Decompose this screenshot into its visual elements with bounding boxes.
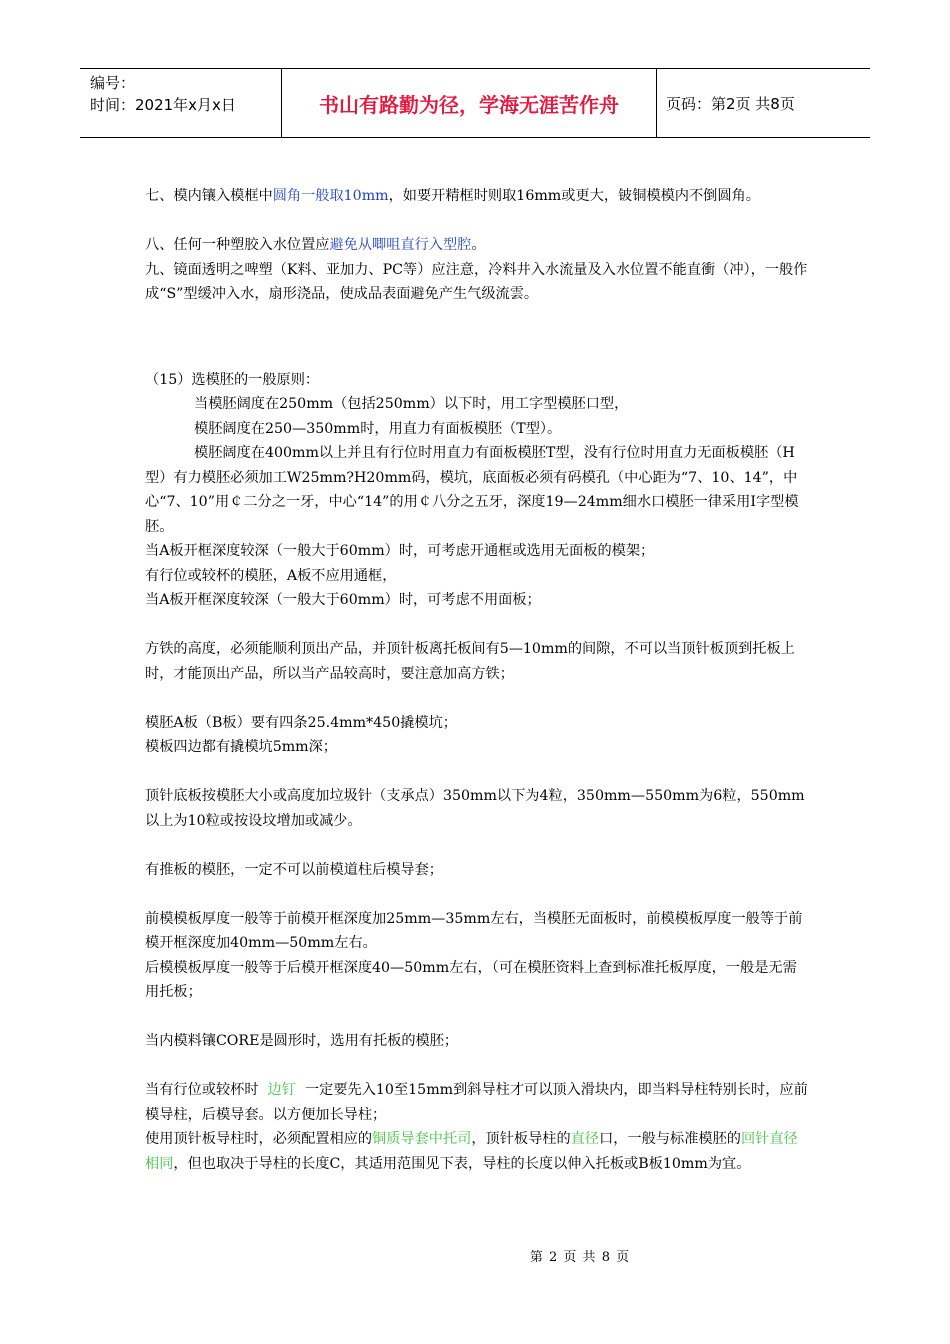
paragraph-pry-slot-1: 模胚A板（B板）要有四条25.4mm*450撬模坑； xyxy=(145,714,457,731)
text-run: 当有行位或较杯时 xyxy=(145,1082,259,1098)
document-number: 编号： xyxy=(90,74,136,92)
paragraph-rule-1: 当模胚阔度在250mm（包括250mm）以下时，用工字型模胚口型， xyxy=(194,396,629,412)
paragraph-front-plate: 前模模板厚度一般等于前模开框深度加25mm—35mm左右，当模胚无面板时，前模模板厚度一般等于前模开框深度加40mm—50mm左右。 xyxy=(145,910,803,951)
page-header xyxy=(80,68,870,138)
text-run: ，顶针板导柱的 xyxy=(471,1131,571,1147)
header-page-number: 页码：第2页 共8页 xyxy=(666,94,795,113)
highlight-blue: 圆角一般取10mm xyxy=(272,188,389,204)
paragraph-core: 当内模料镶CORE是圆形时，选用有托板的模胚； xyxy=(145,1033,459,1049)
paragraph-7 xyxy=(145,184,810,209)
text-run: 八、任何一种塑胶入水位置应 xyxy=(145,237,330,253)
page-footer: 第 2 页 共 8 页 xyxy=(529,1250,631,1265)
highlight-green: 直径 xyxy=(570,1131,600,1147)
highlight-blue: 避免从唧咀直行入型腔 xyxy=(329,237,472,253)
text-run: 。 xyxy=(471,237,486,253)
document-body xyxy=(145,184,810,1176)
highlight-green: 边钉 xyxy=(267,1082,296,1098)
paragraph-ejector-guide xyxy=(145,1127,810,1176)
text-run: 一定要先入10至15mm到斜导柱才可以顶入滑块内，即当料导柱特别长时，应前模导柱，后模导套。以方便加长导柱； xyxy=(145,1082,808,1123)
paragraph-stripper-plate: 有推板的模胚，一定不可以前模道柱后模导套； xyxy=(145,861,443,878)
header-meta xyxy=(80,69,282,137)
text-run: 七、模内镶入模框中 xyxy=(145,188,273,204)
header-motto: 书山有路勤为径，学海无涯苦作舟 xyxy=(282,69,657,137)
paragraph-pry-slot-2: 模板四边都有撬模坑5mm深； xyxy=(145,739,337,755)
section-heading-15: （15）选模胚的一般原则： xyxy=(145,371,320,388)
paragraph-spacer-block: 方铁的高度，必须能顺利顶出产品，并顶针板离托板间有5—10mm的间隙，不可以当顶针板顶到托板上时，才能顶出产品，所以当产品较高时，要注意加高方铁； xyxy=(145,641,795,682)
text-run: 模胚阔度在400mm以上并且有行位时用直力有面板模胚T型，没有行位时用直力无面板模胚（H型）有力模胚必须加工W25mm?H20mm码，模坑，底面板必须有码模孔（中心距为“7、10、14”，中心“7、10”用￠二分之一牙，中心“14”的用￠八分之五牙，深度19—24mm细水口模胚一律采用I字型模胚。 xyxy=(145,445,799,535)
text-run: ，如要开精框时则取16mm或更大，铍铜模模内不倒圆角。 xyxy=(388,188,760,204)
paragraph-back-plate: 后模模板厚度一般等于后模开框深度40—50mm左右，（可在模胚资料上查到标准托板厚度，一般是无需用托板； xyxy=(145,959,797,1000)
paragraph-9: 九、镜面透明之啤塑（K料、亚加力、PC等）应注意，冷料井入水流量及入水位置不能直衝（冲），一般作成“S”型缓冲入水，扇形浇品，使成品表面避免产生气级流雲。 xyxy=(145,261,808,302)
document-date: 时间：2021年x月x日 xyxy=(90,96,236,114)
paragraph-rule-2: 模胚阔度在250—350mm时，用直力有面板模胚（T型）。 xyxy=(194,420,562,437)
paragraph-support-pin: 顶针底板按模胚大小或高度加垃圾针（支承点）350mm以下为4粒，350mm—550mm为6粒，550mm以上为10粒或按设坟增加或减少。 xyxy=(145,788,805,829)
paragraph-rule-3 xyxy=(145,441,810,539)
text-run: 口，一般与标准模胚的 xyxy=(599,1131,741,1147)
text-run: 使用顶针板导柱时，必须配置相应的 xyxy=(145,1131,373,1147)
paragraph-guide-pin xyxy=(145,1078,810,1127)
paragraph-a-plate-1: 当A板开框深度较深（一般大于60mm）时，可考虑开通框或选用无面板的模架； xyxy=(145,543,655,559)
highlight-green: 铜质导套中托司 xyxy=(372,1131,472,1147)
text-run: ，但也取决于导柱的长度C，其适用范围见下表，导柱的长度以伸入托板或B板10mm为宜。 xyxy=(173,1155,751,1172)
paragraph-8 xyxy=(145,233,810,258)
paragraph-slider: 有行位或较杯的模胚，A板不应用通框， xyxy=(145,567,397,584)
paragraph-a-plate-2: 当A板开框深度较深（一般大于60mm）时，可考虑不用面板； xyxy=(145,592,541,608)
highlight-green: 回针直径相同 xyxy=(145,1131,798,1172)
